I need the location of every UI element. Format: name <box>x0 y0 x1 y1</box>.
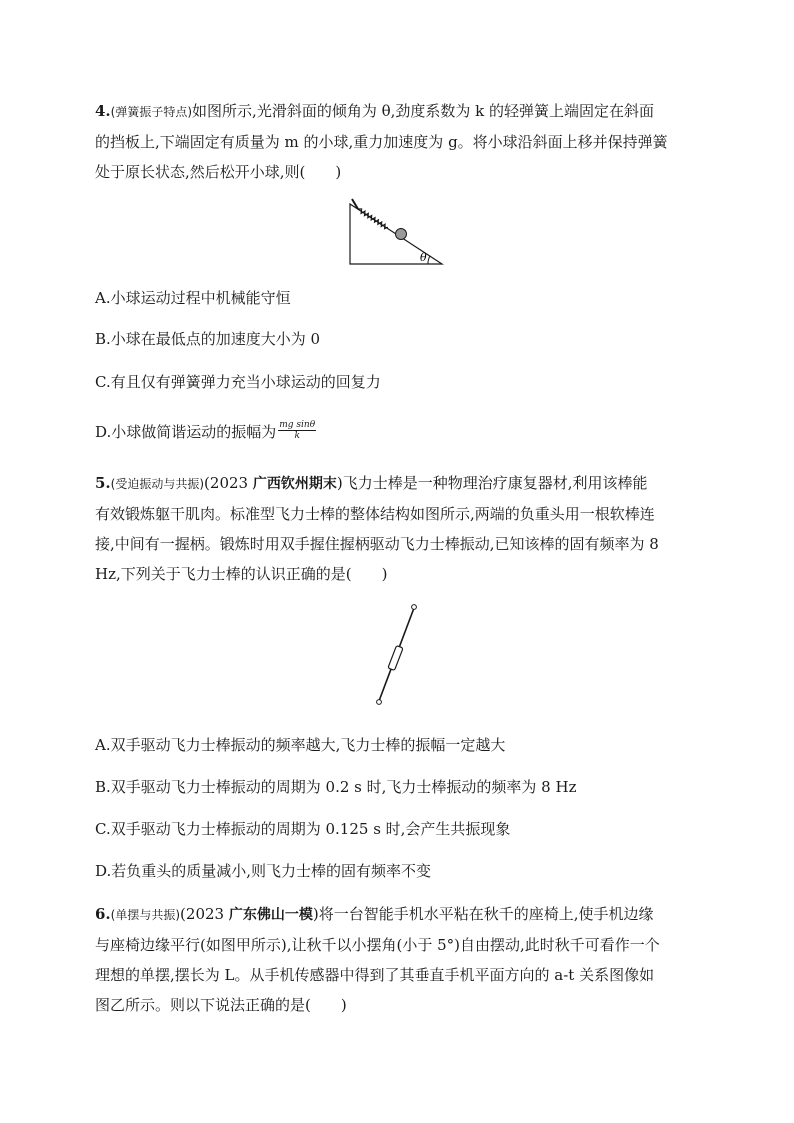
q4-option-d[interactable] <box>95 421 316 444</box>
q4-figure-theta-label: θ <box>420 251 427 264</box>
q6-source: 广东佛山一模 <box>228 907 313 923</box>
q5-option-a[interactable]: A.双手驱动飞力士棒振动的频率越大,飞力士棒的振幅一定越大 <box>95 736 506 754</box>
q6-line-4: 图乙所示。则以下说法正确的是( ) <box>95 996 347 1014</box>
q5-option-d[interactable]: D.若负重头的质量减小,则飞力士棒的固有频率不变 <box>95 862 432 880</box>
q5-source-open: (2023 <box>204 474 253 492</box>
question-4-stem <box>95 96 715 187</box>
q6-source-open: (2023 <box>180 905 229 923</box>
q4-frac-denominator: k <box>294 430 300 441</box>
q6-line-1-text: 将一台智能手机水平粘在秋千的座椅上,使手机边缘 <box>318 905 654 923</box>
q4-line-3: 处于原长状态,然后松开小球,则( ) <box>95 163 342 181</box>
q5-line-2: 有效锻炼躯干肌肉。标准型飞力士棒的整体结构如图所示,两端的负重头用一根软棒连 <box>95 505 655 523</box>
q4-frac-numerator: mg sinθ <box>279 419 316 430</box>
q5-tag: (受迫振动与共振) <box>110 477 205 491</box>
q4-option-d-fraction <box>278 420 316 441</box>
q4-line-2: 的挡板上,下端固定有质量为 m 的小球,重力加速度为 g。将小球沿斜面上移并保持弹簧 <box>95 133 668 151</box>
q5-option-b[interactable]: B.双手驱动飞力士棒振动的周期为 0.2 s 时,飞力士棒振动的频率为 8 Hz <box>95 778 577 796</box>
q5-line-3: 接,中间有一握柄。锻炼时用双手握住握柄驱动飞力士棒振动,已知该棒的固有频率为 8 <box>95 535 659 553</box>
q5-option-c[interactable]: C.双手驱动飞力士棒振动的周期为 0.125 s 时,会产生共振现象 <box>95 820 511 838</box>
q4-incline-figure <box>340 196 450 268</box>
q4-option-c[interactable]: C.有且仅有弹簧弹力充当小球运动的回复力 <box>95 373 381 391</box>
q6-tag: (单摆与共振) <box>110 908 181 922</box>
q5-line-1-text: 飞力士棒是一种物理治疗康复器材,利用该棒能 <box>342 474 648 492</box>
q6-source-close: ) <box>312 905 319 923</box>
q4-option-a[interactable]: A.小球运动过程中机械能守恒 <box>95 289 291 307</box>
q4-line-1-text: 如图所示,光滑斜面的倾角为 θ,劲度系数为 k 的轻弹簧上端固定在斜面 <box>192 102 655 120</box>
q6-number: 6. <box>95 905 111 923</box>
q4-option-d-text: D.小球做简谐运动的振幅为 <box>95 423 277 441</box>
q5-line-1 <box>95 468 715 499</box>
q5-number: 5. <box>95 474 111 492</box>
q5-line-4: Hz,下列关于飞力士棒的认识正确的是( ) <box>95 565 388 583</box>
q5-source-close: ) <box>336 474 343 492</box>
q5-flexi-bar-figure <box>366 602 426 708</box>
q4-number: 4. <box>95 102 111 120</box>
q6-line-1 <box>95 899 715 930</box>
q4-line-1 <box>95 96 715 127</box>
q6-line-2: 与座椅边缘平行(如图甲所示),让秋千以小摆角(小于 5°)自由摆动,此时秋千可看作一个 <box>95 936 660 954</box>
question-5-stem <box>95 468 715 589</box>
q4-option-b[interactable]: B.小球在最低点的加速度大小为 0 <box>95 330 321 348</box>
q5-source: 广西钦州期末 <box>252 476 337 492</box>
q4-tag: (弹簧振子特点) <box>110 105 193 119</box>
question-6-stem <box>95 899 715 1020</box>
q6-line-3: 理想的单摆,摆长为 L。从手机传感器中得到了其垂直手机平面方向的 a-t 关系图像如 <box>95 966 655 984</box>
